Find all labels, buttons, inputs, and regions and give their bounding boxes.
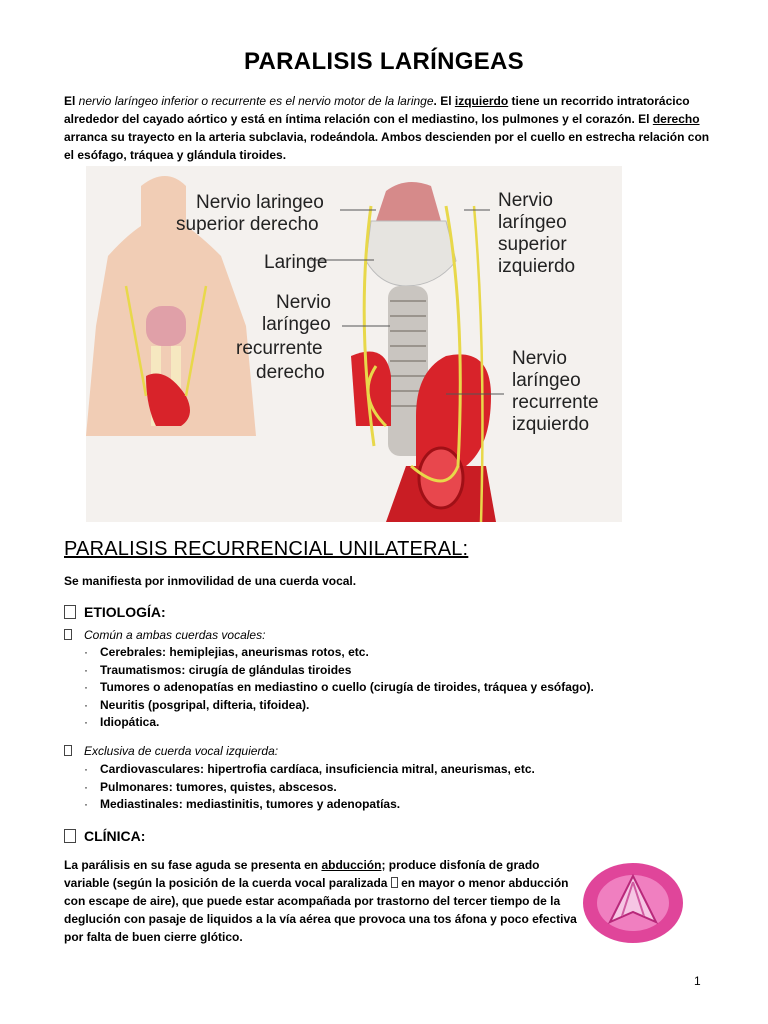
label-rec-der-4: derecho [256,362,325,383]
list-item: · Mediastinales: mediastinitis, tumores y adenopatías. [84,797,401,811]
list-item: · Neuritis (posgripal, difteria, tifoidea). [84,697,310,712]
group2-title: Exclusiva de cuerda vocal izquierda: [64,744,278,758]
label-rec-der-2: laríngeo [262,314,331,335]
list-item: · Tumores o adenopatías en mediastino o cuello (cirugía de tiroides, tráquea y esófago). [84,680,594,694]
underlined-derecho: derecho [652,112,700,126]
bullet-box-icon [64,829,76,843]
etiologia-heading: ETIOLOGÍA: [64,604,166,620]
underlined-izquierdo: izquierdo [454,94,509,108]
page-title: PARALISIS LARÍNGEAS [244,48,524,75]
bullet-box-icon [64,605,76,619]
section-subtitle: Se manifiesta por inmovilidad de una cuerda vocal. [64,574,357,588]
label-sup-der-2: superior derecho [176,214,319,235]
bullet-box-icon [64,629,72,640]
label-sup-izq-1: Nervio [498,190,553,211]
group1-list [84,644,594,732]
label-sup-der-1: Nervio laringeo [196,192,324,213]
page-number: 1 [694,974,701,988]
list-item: · Cerebrales: hemiplejias, aneurismas rotos, etc. [84,645,369,659]
list-item: · Pulmonares: tumores, quistes, abscesos. [84,779,337,794]
clinica-paragraph: La parálisis en su fase aguda se presenta en abducción; produce disfonía de grado variable (según la posición de la cuerda vocal paralizada en mayor o menor abducción con escape de aire), que puede estar acompañada por trastorno del tercer tiempo de la deglución con pasaje de liquidos a la vía aérea que provoca una tos áfona y poco efectiva por falta de buen cierre glótico. [64,858,577,944]
section-heading: PARALISIS RECURRENCIAL UNILATERAL: [64,538,469,560]
label-sup-izq-4: izquierdo [498,256,576,277]
clinica-heading: CLÍNICA: [64,828,145,844]
label-sup-izq-3: superior [498,234,567,255]
label-sup-izq-2: laríngeo [498,212,567,233]
bullet-box-icon [64,745,72,756]
intro-paragraph: El nervio laríngeo inferior o recurrente es el nervio motor de la laringe. El izquierdo tiene un recorrido intratorácico alrededor del cayado aórtico y está en íntima relación con el mediastino, los pulmones y el corazón. El derecho arranca su trayecto en la arteria subclavia, rodeándola. Ambos descienden por el cuello en estrecha relación con el esófago, tráquea y glándula tiroides. [64,94,710,162]
label-rec-der-1: Nervio [276,292,331,313]
label-rec-izq-2: laríngeo [512,370,581,391]
vocal-cords-image [580,860,686,951]
label-laringe: Laringe [264,252,328,273]
group1-title: Común a ambas cuerdas vocales: [64,628,265,642]
group2-list [84,761,535,814]
list-item: · Idiopática. [84,715,160,729]
list-item: · Cardiovasculares: hipertrofia cardíaca, insuficiencia mitral, aneurismas, etc. [84,762,535,776]
label-rec-izq-3: recurrente [512,392,599,413]
label-rec-izq-4: izquierdo [512,414,590,435]
laryngeal-nerves-figure [86,166,622,522]
label-rec-izq-1: Nervio [512,348,567,369]
list-item: · Traumatismos: cirugía de glándulas tiroides [84,662,352,677]
underlined-abduccion: abducción [321,858,382,872]
main-anatomy [351,182,496,522]
label-rec-der-3: recurrente [236,338,323,359]
arrow-box-icon [391,877,398,888]
